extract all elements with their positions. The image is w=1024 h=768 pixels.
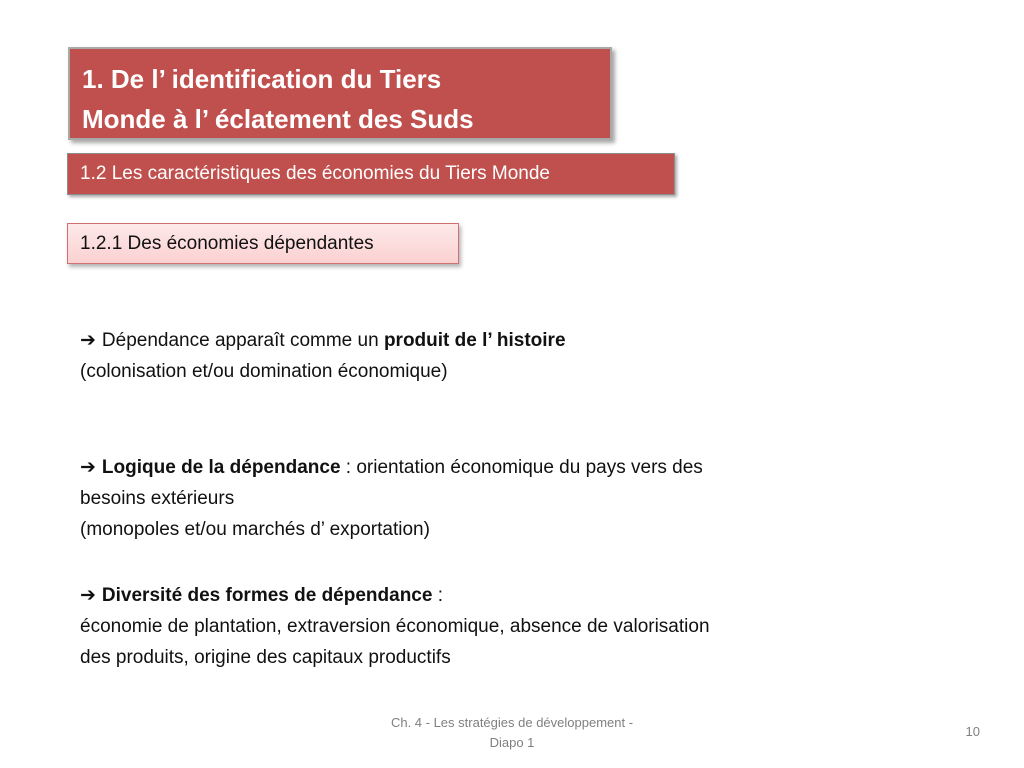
slide-footer [352, 713, 672, 753]
slide-title [68, 47, 612, 140]
slide-title-line-1: 1. De l’ identification du Tiers [82, 64, 442, 94]
bullet-point-2-bold: Logique de la dépendance [101, 457, 341, 478]
bullet-point-3-line-2: économie de plantation, extraversion économique, absence de valorisation [80, 616, 710, 637]
footer-line-2: Diapo 1 [489, 735, 535, 750]
bullet-point-2 [80, 452, 703, 545]
bullet-point-2-line-1 [80, 452, 703, 483]
bullet-point-1-line-1 [80, 325, 566, 356]
subsection-subtitle: 1.2.1 Des économies dépendantes [67, 223, 459, 264]
bullet-point-3-bold: Diversité des formes de dépendance [101, 585, 433, 606]
bullet-point-3-line-1 [80, 580, 710, 611]
bullet-point-3-after: : [432, 585, 443, 606]
bullet-point-3-line-3: des produits, origine des capitaux productifs [80, 647, 451, 668]
arrow-right-icon: ➔ [80, 585, 96, 606]
bullet-point-1-intro: Dépendance apparaît comme un [101, 330, 384, 351]
bullet-point-2-line-3: (monopoles et/ou marchés d’ exportation) [80, 519, 430, 540]
footer-line-1: Ch. 4 - Les stratégies de développement - [390, 715, 634, 730]
section-subtitle: 1.2 Les caractéristiques des économies du Tiers Monde [67, 153, 675, 195]
bullet-point-1-line-2: (colonisation et/ou domination économique) [80, 361, 448, 382]
bullet-point-2-after: : orientation économique du pays vers des [340, 457, 703, 478]
page-number: 10 [965, 724, 980, 739]
arrow-right-icon: ➔ [80, 457, 96, 478]
bullet-point-1-bold: produit de l’ histoire [383, 330, 566, 351]
bullet-point-3 [80, 580, 710, 673]
bullet-point-1 [80, 325, 566, 387]
arrow-right-icon: ➔ [80, 330, 96, 351]
slide-title-line-2: Monde à l’ éclatement des Suds [82, 104, 474, 134]
bullet-point-2-line-2: besoins extérieurs [80, 488, 235, 509]
